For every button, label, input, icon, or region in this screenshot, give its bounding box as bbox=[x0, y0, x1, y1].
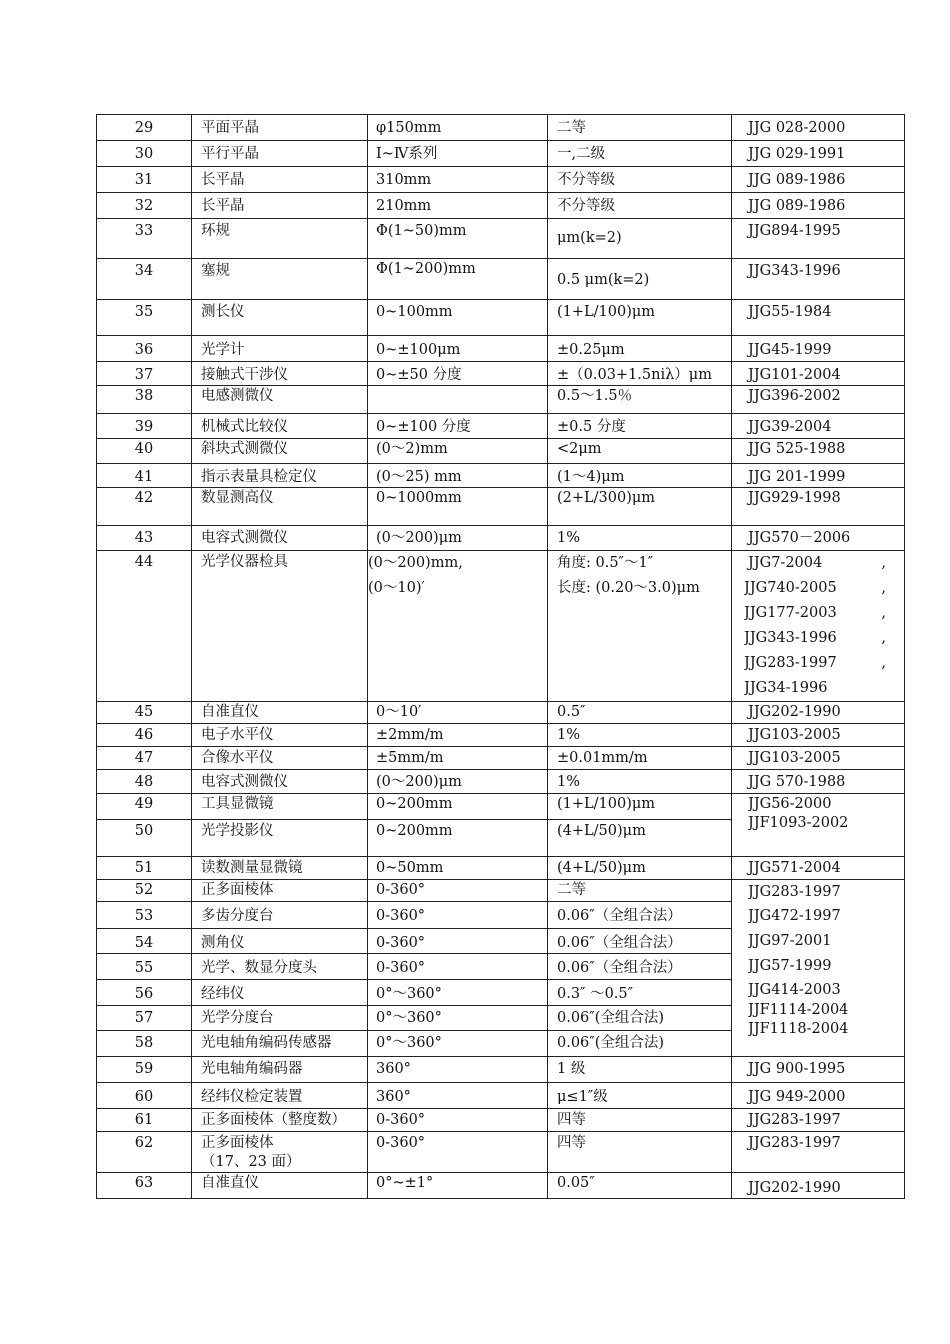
row-number: 54 bbox=[97, 929, 192, 954]
measuring-range: 0~200mm bbox=[368, 820, 548, 857]
accuracy-line: 长度: (0.20～3.0)μm bbox=[557, 580, 700, 596]
row-number: 57 bbox=[97, 1006, 192, 1031]
measuring-range: 0°～360° bbox=[368, 980, 548, 1006]
accuracy: ±0.5 分度 bbox=[548, 414, 732, 439]
accuracy: 一,二级 bbox=[548, 141, 732, 167]
row-number: 51 bbox=[97, 857, 192, 880]
standard-code: JJG740-2005 bbox=[744, 580, 837, 596]
table-row bbox=[97, 414, 905, 439]
row-number: 63 bbox=[97, 1173, 192, 1199]
accuracy: ±0.25μm bbox=[548, 336, 732, 362]
row-number: 33 bbox=[97, 219, 192, 259]
standard-code: JJG571-2004 bbox=[732, 857, 905, 880]
measuring-range: 310mm bbox=[368, 167, 548, 193]
accuracy: 0.06″（全组合法） bbox=[548, 954, 732, 980]
table-row bbox=[97, 880, 905, 902]
standard-code: JJG202-1990 bbox=[732, 702, 905, 724]
table-row bbox=[97, 794, 905, 820]
standard-code: JJG 570-1988 bbox=[732, 770, 905, 794]
row-number: 37 bbox=[97, 362, 192, 386]
instrument-name-line: 正多面棱体 bbox=[201, 1135, 274, 1151]
row-number: 45 bbox=[97, 702, 192, 724]
instrument-name: 斜块式测微仪 bbox=[192, 439, 368, 464]
instrument-name: 读数测量显微镜 bbox=[192, 857, 368, 880]
standard-code: JJG 029-1991 bbox=[732, 141, 905, 167]
accuracy: μm(k=2) bbox=[548, 219, 732, 259]
measuring-range-line: (0～10)′ bbox=[368, 580, 425, 596]
instrument-name: 环规 bbox=[192, 219, 368, 259]
standard-code: JJG7-2004 bbox=[748, 555, 823, 571]
instrument-name: 合像水平仪 bbox=[192, 747, 368, 770]
accuracy: ±（0.03+1.5niλ）μm bbox=[548, 362, 732, 386]
standard-code: JJG 201-1999 bbox=[732, 464, 905, 488]
standard-code: JJG 028-2000 bbox=[732, 115, 905, 141]
table-row bbox=[97, 439, 905, 464]
separator-comma: , bbox=[881, 555, 886, 571]
measuring-range: 0～10′ bbox=[368, 702, 548, 724]
separator-comma: , bbox=[881, 630, 886, 646]
measuring-range: 360° bbox=[368, 1057, 548, 1083]
standard-code: JJG 089-1986 bbox=[732, 193, 905, 219]
standard-code: JJG202-1990 bbox=[732, 1173, 905, 1199]
row-number: 42 bbox=[97, 488, 192, 526]
instrument-name: 平行平晶 bbox=[192, 141, 368, 167]
instrument-name: 塞规 bbox=[192, 259, 368, 300]
standard-code: JJG103-2005 bbox=[732, 724, 905, 747]
table-row bbox=[97, 167, 905, 193]
instrument-name: 正多面棱体 bbox=[192, 880, 368, 902]
standard-code: JJG34-1996 bbox=[744, 680, 828, 696]
accuracy: 0.06″（全组合法） bbox=[548, 929, 732, 954]
table-row bbox=[97, 526, 905, 551]
standard-code: JJG 900-1995 bbox=[732, 1057, 905, 1083]
row-number: 61 bbox=[97, 1109, 192, 1132]
accuracy: 0.5″ bbox=[548, 702, 732, 724]
instrument-name: 测长仪 bbox=[192, 300, 368, 336]
standard-code-list bbox=[732, 551, 905, 702]
standard-code: JJG929-1998 bbox=[732, 488, 905, 526]
standard-code: JJG894-1995 bbox=[732, 219, 905, 259]
table-row bbox=[97, 219, 905, 259]
standard-code: JJG55-1984 bbox=[732, 300, 905, 336]
measuring-range: (0～2)mm bbox=[368, 439, 548, 464]
row-number: 34 bbox=[97, 259, 192, 300]
accuracy: 不分等级 bbox=[548, 167, 732, 193]
measuring-range-line: (0～200)mm, bbox=[368, 555, 463, 571]
row-number: 32 bbox=[97, 193, 192, 219]
row-number: 60 bbox=[97, 1083, 192, 1109]
table-row bbox=[97, 464, 905, 488]
instrument-name: 光学仪器检具 bbox=[192, 551, 368, 702]
table-row bbox=[97, 702, 905, 724]
accuracy: 1% bbox=[548, 770, 732, 794]
separator-comma: , bbox=[881, 655, 886, 671]
instrument-name: 测角仪 bbox=[192, 929, 368, 954]
measuring-range: 0-360° bbox=[368, 929, 548, 954]
standard-code: JJG39-2004 bbox=[732, 414, 905, 439]
table-row bbox=[97, 193, 905, 219]
instrument-name: 光学、数显分度头 bbox=[192, 954, 368, 980]
measuring-range: Ⅰ~Ⅳ系列 bbox=[368, 141, 548, 167]
measuring-range: 0°~±1° bbox=[368, 1173, 548, 1199]
instrument-name: 多齿分度台 bbox=[192, 902, 368, 929]
table-row bbox=[97, 115, 905, 141]
accuracy: (1～4)μm bbox=[548, 464, 732, 488]
measuring-range: (0～25) mm bbox=[368, 464, 548, 488]
standard-code-group bbox=[732, 794, 905, 857]
row-number: 35 bbox=[97, 300, 192, 336]
table-row bbox=[97, 724, 905, 747]
standard-code-line bbox=[744, 651, 904, 676]
standard-code: JJG414-2003 bbox=[748, 982, 841, 998]
row-number: 43 bbox=[97, 526, 192, 551]
instrument-name bbox=[192, 1132, 368, 1173]
measuring-range: 0~±100μm bbox=[368, 336, 548, 362]
table-row bbox=[97, 1083, 905, 1109]
row-number: 36 bbox=[97, 336, 192, 362]
measuring-range: 210mm bbox=[368, 193, 548, 219]
standard-code: JJG343-1996 bbox=[744, 630, 837, 646]
instrument-name: 正多面棱体（整度数） bbox=[192, 1109, 368, 1132]
accuracy bbox=[548, 551, 732, 702]
row-number: 47 bbox=[97, 747, 192, 770]
measuring-range: 0°～360° bbox=[368, 1031, 548, 1057]
accuracy: 0.06″（全组合法） bbox=[548, 902, 732, 929]
standard-code: JJG283-1997 bbox=[744, 655, 837, 671]
table-row bbox=[97, 488, 905, 526]
standard-code: JJG 949-2000 bbox=[732, 1083, 905, 1109]
instrument-name: 自准直仪 bbox=[192, 1173, 368, 1199]
standard-code: JJF1093-2002 bbox=[748, 815, 849, 831]
accuracy: 二等 bbox=[548, 115, 732, 141]
accuracy: (2+L/300)μm bbox=[548, 488, 732, 526]
measuring-range bbox=[368, 386, 548, 414]
row-number: 46 bbox=[97, 724, 192, 747]
instrument-table bbox=[96, 114, 905, 1199]
standard-code: JJG56-2000 bbox=[748, 796, 832, 812]
measuring-range: 0-360° bbox=[368, 1132, 548, 1173]
measuring-range: 0~100mm bbox=[368, 300, 548, 336]
instrument-name: 经纬仪 bbox=[192, 980, 368, 1006]
table-row bbox=[97, 770, 905, 794]
table-row bbox=[97, 1173, 905, 1199]
accuracy: 1% bbox=[548, 526, 732, 551]
accuracy: 四等 bbox=[548, 1109, 732, 1132]
accuracy: 0.06″(全组合法) bbox=[548, 1031, 732, 1057]
instrument-name: 工具显微镜 bbox=[192, 794, 368, 820]
row-number: 49 bbox=[97, 794, 192, 820]
measuring-range: 0-360° bbox=[368, 902, 548, 929]
standard-code-line bbox=[744, 626, 904, 651]
standard-code: JJG343-1996 bbox=[732, 259, 905, 300]
measuring-range: (0～200)μm bbox=[368, 770, 548, 794]
row-number: 41 bbox=[97, 464, 192, 488]
standard-code: JJG45-1999 bbox=[732, 336, 905, 362]
measuring-range bbox=[368, 551, 548, 702]
measuring-range: (0～200)μm bbox=[368, 526, 548, 551]
instrument-name: 平面平晶 bbox=[192, 115, 368, 141]
row-number: 58 bbox=[97, 1031, 192, 1057]
standard-code: JJG283-1997 bbox=[732, 1132, 905, 1173]
measuring-range: 0~200mm bbox=[368, 794, 548, 820]
accuracy: <2μm bbox=[548, 439, 732, 464]
accuracy: 0.05″ bbox=[548, 1173, 732, 1199]
instrument-name: 指示表量具检定仪 bbox=[192, 464, 368, 488]
row-number: 55 bbox=[97, 954, 192, 980]
measuring-range: Φ(1~200)mm bbox=[368, 259, 548, 300]
separator-comma: , bbox=[881, 605, 886, 621]
standard-code: JJG57-1999 bbox=[748, 958, 832, 974]
standard-code-line bbox=[744, 676, 904, 701]
standard-code-line bbox=[744, 576, 904, 601]
standard-code: JJG283-1997 bbox=[748, 884, 841, 900]
accuracy: μ≤1″级 bbox=[548, 1083, 732, 1109]
measuring-range: 0~50mm bbox=[368, 857, 548, 880]
accuracy: 0.06″(全组合法) bbox=[548, 1006, 732, 1031]
table-row bbox=[97, 857, 905, 880]
instrument-name: 接触式干涉仪 bbox=[192, 362, 368, 386]
accuracy: 二等 bbox=[548, 880, 732, 902]
standard-code: JJG 089-1986 bbox=[732, 167, 905, 193]
accuracy: 1% bbox=[548, 724, 732, 747]
standard-code: JJF1114-2004 bbox=[748, 1002, 849, 1018]
table-row bbox=[97, 1132, 905, 1173]
accuracy: (1+L/100)μm bbox=[548, 300, 732, 336]
measuring-range: φ150mm bbox=[368, 115, 548, 141]
standard-code: JJG103-2005 bbox=[732, 747, 905, 770]
instrument-table-body bbox=[97, 115, 905, 1199]
standard-code: JJG177-2003 bbox=[744, 605, 837, 621]
table-row bbox=[97, 386, 905, 414]
instrument-name: 长平晶 bbox=[192, 167, 368, 193]
standard-code: JJG283-1997 bbox=[732, 1109, 905, 1132]
instrument-name: 电容式测微仪 bbox=[192, 770, 368, 794]
accuracy: ±0.01mm/m bbox=[548, 747, 732, 770]
measuring-range: 360° bbox=[368, 1083, 548, 1109]
table-row bbox=[97, 551, 905, 702]
row-number: 56 bbox=[97, 980, 192, 1006]
measuring-range: 0~±100 分度 bbox=[368, 414, 548, 439]
instrument-name-line: （17、23 面） bbox=[201, 1154, 301, 1170]
row-number: 39 bbox=[97, 414, 192, 439]
standard-code: JJG97-2001 bbox=[748, 933, 832, 949]
accuracy: 0.5 μm(k=2) bbox=[548, 259, 732, 300]
instrument-name: 经纬仪检定装置 bbox=[192, 1083, 368, 1109]
separator-comma: , bbox=[881, 580, 886, 596]
standard-code: JJG570－2006 bbox=[732, 526, 905, 551]
instrument-name: 电子水平仪 bbox=[192, 724, 368, 747]
standard-code-line bbox=[744, 551, 904, 576]
measuring-range: 0~1000mm bbox=[368, 488, 548, 526]
measuring-range: ±5mm/m bbox=[368, 747, 548, 770]
instrument-name: 光电轴角编码器 bbox=[192, 1057, 368, 1083]
instrument-name: 电感测微仪 bbox=[192, 386, 368, 414]
accuracy: 0.5～1.5％ bbox=[548, 386, 732, 414]
row-number: 62 bbox=[97, 1132, 192, 1173]
measuring-range: 0~±50 分度 bbox=[368, 362, 548, 386]
row-number: 53 bbox=[97, 902, 192, 929]
accuracy: 不分等级 bbox=[548, 193, 732, 219]
standard-code-group bbox=[732, 880, 905, 1057]
row-number: 59 bbox=[97, 1057, 192, 1083]
measuring-range: Φ(1~50)mm bbox=[368, 219, 548, 259]
row-number: 52 bbox=[97, 880, 192, 902]
table-row bbox=[97, 747, 905, 770]
standard-code: JJG396-2002 bbox=[732, 386, 905, 414]
row-number: 29 bbox=[97, 115, 192, 141]
instrument-name: 长平晶 bbox=[192, 193, 368, 219]
table-row bbox=[97, 1109, 905, 1132]
measuring-range: 0-360° bbox=[368, 1109, 548, 1132]
instrument-name: 光学投影仪 bbox=[192, 820, 368, 857]
accuracy: (4+L/50)μm bbox=[548, 857, 732, 880]
standard-code-line bbox=[744, 601, 904, 626]
accuracy-line: 角度: 0.5″～1″ bbox=[557, 555, 654, 571]
accuracy: 四等 bbox=[548, 1132, 732, 1173]
measuring-range: 0-360° bbox=[368, 880, 548, 902]
accuracy: 1 级 bbox=[548, 1057, 732, 1083]
accuracy: (1+L/100)μm bbox=[548, 794, 732, 820]
row-number: 30 bbox=[97, 141, 192, 167]
instrument-name: 数显测高仪 bbox=[192, 488, 368, 526]
row-number: 38 bbox=[97, 386, 192, 414]
instrument-name: 光学分度台 bbox=[192, 1006, 368, 1031]
row-number: 31 bbox=[97, 167, 192, 193]
standard-code: JJF1118-2004 bbox=[748, 1021, 849, 1037]
table-row bbox=[97, 1057, 905, 1083]
standard-code: JJG472-1997 bbox=[748, 908, 841, 924]
instrument-name: 电容式测微仪 bbox=[192, 526, 368, 551]
row-number: 48 bbox=[97, 770, 192, 794]
instrument-name: 自准直仪 bbox=[192, 702, 368, 724]
standard-code: JJG101-2004 bbox=[732, 362, 905, 386]
instrument-name: 光电轴角编码传感器 bbox=[192, 1031, 368, 1057]
table-row bbox=[97, 300, 905, 336]
measuring-range: 0°～360° bbox=[368, 1006, 548, 1031]
standard-code: JJG 525-1988 bbox=[732, 439, 905, 464]
accuracy: (4+L/50)μm bbox=[548, 820, 732, 857]
table-row bbox=[97, 336, 905, 362]
instrument-name: 机械式比较仪 bbox=[192, 414, 368, 439]
accuracy: 0.3″ ～0.5″ bbox=[548, 980, 732, 1006]
instrument-name: 光学计 bbox=[192, 336, 368, 362]
row-number: 40 bbox=[97, 439, 192, 464]
table-row bbox=[97, 259, 905, 300]
measuring-range: ±2mm/m bbox=[368, 724, 548, 747]
measuring-range: 0-360° bbox=[368, 954, 548, 980]
row-number: 50 bbox=[97, 820, 192, 857]
table-row bbox=[97, 141, 905, 167]
row-number: 44 bbox=[97, 551, 192, 702]
table-row bbox=[97, 362, 905, 386]
